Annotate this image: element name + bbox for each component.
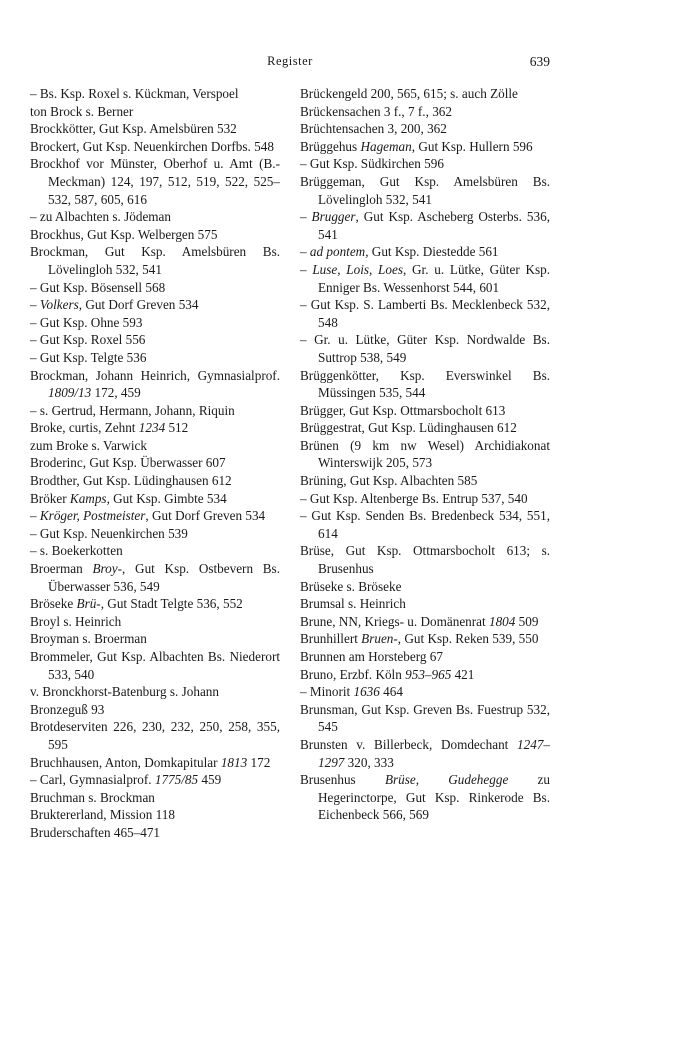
index-entry: zum Broke s. Varwick [30,437,147,453]
index-entry: – Gut Ksp. Senden Bs. Bredenbeck 534, 551, 614 [300,508,550,541]
index-entry: – s. Gertrud, Hermann, Johann, Riquin [30,402,235,418]
index-entry: Brusenhus Brüse, Gudehegge zu Hegerinctorpe, Gut Ksp. Rinkerode Bs. Eichenbeck 566, 569 [300,772,551,823]
index-entry: – Gut Ksp. Altenberge Bs. Entrup 537, 540 [300,490,528,506]
index-entry: Bruchhausen, Anton, Domkapitular 1813 172 [30,754,271,770]
index-entry: Bruchman s. Brockman [30,789,155,805]
index-entry: Brüning, Gut Ksp. Albachten 585 [300,473,478,489]
index-entry: Brückengeld 200, 565, 615; s. auch Zölle [300,86,518,101]
index-entry: Brunsten v. Billerbeck, Domdechant 1247–1297 320, 333 [300,736,550,770]
index-entry: Bruno, Erzbf. Köln 953–965 421 [300,666,475,682]
index-entry: – Gr. u. Lütke, Güter Ksp. Nordwalde Bs. Suttrop 538, 549 [300,332,550,365]
index-entry: Brommeler, Gut Ksp. Albachten Bs. Niederort 533, 540 [30,649,280,682]
index-entry: Brockkötter, Gut Ksp. Amelsbüren 532 [30,121,237,137]
index-entry: Brunsman, Gut Ksp. Greven Bs. Fuestrup 532, 545 [300,701,550,735]
index-entry: – Gut Ksp. Telgte 536 [30,349,147,365]
index-column-right [300,85,550,824]
index-entry: – Gut Ksp. Roxel 556 [30,332,146,348]
index-entry: Brockman, Johann Heinrich, Gymnasialprof. 1809/13 172, 459 [30,367,280,401]
index-entry: Brunhillert Bruen-, Gut Ksp. Reken 539, 550 [300,631,539,647]
index-entry: – Gut Ksp. Südkirchen 596 [300,156,444,172]
index-entry: v. Bronckhorst-Batenburg s. Johann [30,684,219,700]
index-entry: Brüggestrat, Gut Ksp. Lüdinghausen 612 [300,420,517,436]
index-entry: Brügger, Gut Ksp. Ottmarsbocholt 613 [300,402,506,418]
index-entry: Brüchtensachen 3, 200, 362 [300,121,447,137]
index-entry: – Luse, Lois, Loes, Gr. u. Lütke, Güter Ksp. Enniger Bs. Wessenhorst 544, 601 [300,261,550,295]
index-entry: Brüse, Gut Ksp. Ottmarsbocholt 613; s. Brusenhus [300,543,550,577]
index-entry: – Gut Ksp. Ohne 593 [30,314,143,330]
index-entry: Brüggenkötter, Ksp. Everswinkel Bs. Müssingen 535, 544 [300,367,550,401]
index-entry: Bronzeguß 93 [30,701,105,717]
page-number: 639 [529,54,550,69]
index-entry: – Carl, Gymnasialprof. 1775/85 459 [30,772,222,788]
index-entry: Brodther, Gut Ksp. Lüdinghausen 612 [30,473,232,489]
index-entry: – Gut Ksp. Bösensell 568 [30,279,166,295]
index-entry: – ad pontem, Gut Ksp. Diestedde 561 [300,244,499,260]
index-entry: Brüggehus Hageman, Gut Ksp. Hullern 596 [300,138,533,154]
index-entry: – zu Albachten s. Jödeman [30,209,171,225]
index-entry: Brotdeserviten 226, 230, 232, 250, 258, 355, 595 [30,719,280,752]
index-entry: Brünen (9 km nw Wesel) Archidiakonat Winterswijk 205, 573 [300,437,550,471]
index-entry: Broderinc, Gut Ksp. Überwasser 607 [30,455,226,471]
index-entry: – Brugger, Gut Ksp. Ascheberg Osterbs. 536, 541 [300,209,550,242]
index-entry: Brockhus, Gut Ksp. Welbergen 575 [30,226,218,242]
running-head: Register [267,54,313,68]
index-entry: Brunnen am Horsteberg 67 [300,649,443,664]
index-entry: Bröker Kamps, Gut Ksp. Gimbte 534 [30,490,227,506]
page-header [30,54,550,72]
index-entry: – Kröger, Postmeister, Gut Dorf Greven 534 [30,508,266,524]
index-entry: – Gut Ksp. Neuenkirchen 539 [30,525,188,541]
index-entry: – Bs. Ksp. Roxel s. Kückman, Verspoel [30,86,239,101]
index-entry: – s. Boekerkotten [30,543,123,559]
index-entry: Broke, curtis, Zehnt 1234 512 [30,420,189,436]
index-entry: Broyl s. Heinrich [30,613,122,629]
index-entry: Brumsal s. Heinrich [300,596,406,612]
index-entry: Brückensachen 3 f., 7 f., 362 [300,103,452,119]
index-entry: Brüseke s. Bröseke [300,578,402,594]
index-entry: Bruktererland, Mission 118 [30,807,175,823]
index-entry: – Minorit 1636 464 [300,684,403,700]
index-entry: Brune, NN, Kriegs- u. Domänenrat 1804 509 [300,613,539,629]
index-entry: Brockhof vor Münster, Oberhof u. Amt (B.-Meckman) 124, 197, 512, 519, 522, 525–532, 587, 605, 616 [30,156,280,207]
index-entry: Brüggeman, Gut Ksp. Amelsbüren Bs. Lövelingloh 532, 541 [300,173,550,207]
index-entry: Brockert, Gut Ksp. Neuenkirchen Dorfbs. 548 [30,138,274,154]
index-entry: ton Brock s. Berner [30,103,134,119]
index-entry: Broerman Broy-, Gut Ksp. Ostbevern Bs. Überwasser 536, 549 [30,561,280,594]
index-entry: Bröseke Brü-, Gut Stadt Telgte 536, 552 [30,596,243,612]
index-entry: – Gut Ksp. S. Lamberti Bs. Mecklenbeck 532, 548 [300,297,550,330]
index-entry: Brockman, Gut Ksp. Amelsbüren Bs. Lövelingloh 532, 541 [30,244,280,277]
index-entry: Bruderschaften 465–471 [30,824,161,840]
index-entry: Broyman s. Broerman [30,631,147,647]
index-entry: – Volkers, Gut Dorf Greven 534 [30,297,199,313]
index-column-left [30,85,280,842]
